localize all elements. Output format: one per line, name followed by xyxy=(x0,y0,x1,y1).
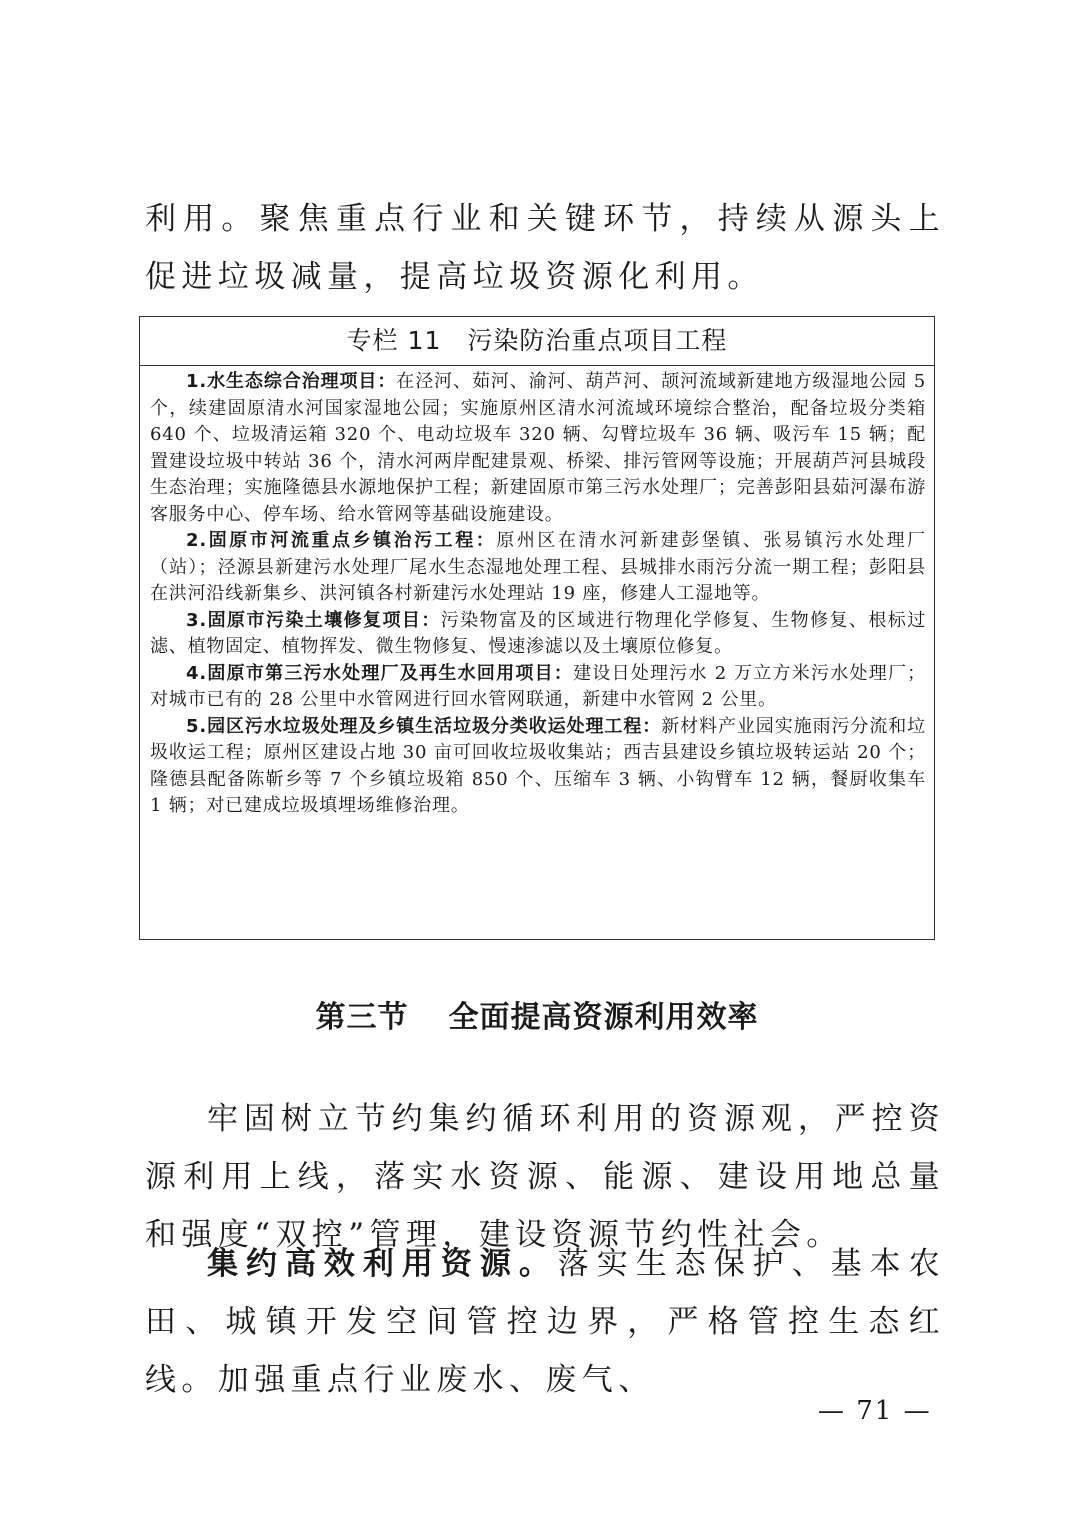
project-item xyxy=(150,528,926,608)
section-heading xyxy=(0,995,1074,1041)
project-column-box xyxy=(139,316,935,940)
project-item-title: 3.固原市污染土壤修复项目： xyxy=(186,609,441,631)
project-item xyxy=(150,661,926,714)
project-item xyxy=(150,608,926,661)
paragraph-body: 落实生态保护、基本农田、城镇开发空间管控边界，严格管控生态红线。加强重点行业废水、废气、 xyxy=(145,1246,945,1398)
project-item-body: 在泾河、茹河、渝河、葫芦河、颉河流域新建地方级湿地公园 5 个，续建固原清水河国家湿地公园；实施原州区清水河流域环境综合整治，配备垃圾分类箱 640 个、垃圾清运箱 320 个、电动垃圾车 320 辆、勾臂垃圾车 36 辆、吸污车 15 辆；配置建设垃圾中转站 36 个，清水河两岸配建景观、桥梁、排污管网等设施；开展葫芦河县城段生态治理；实施隆德县水源地保护工程；新建固原市第三污水处理厂；完善彭阳县茹河瀑布游客服务中心、停车场、给水管网等基础设施建设。 xyxy=(150,371,926,525)
body-paragraph xyxy=(145,1235,945,1409)
project-item xyxy=(150,714,926,820)
project-item-title: 2.固原市河流重点乡镇治污工程： xyxy=(186,530,497,551)
project-item xyxy=(150,369,926,528)
section-number: 第三节 xyxy=(315,1000,409,1035)
column-title xyxy=(140,317,934,366)
project-item-body: 建设日处理污水 2 万立方米污水处理厂；对城市已有的 28 公里中水管网进行回水管网联通，新建中水管网 2 公里。 xyxy=(150,662,926,710)
project-item-body: 新材料产业园实施雨污分流和垃圾收运工程；原州区建设占地 30 亩可回收垃圾收集站；西吉县建设乡镇垃圾转运站 20 个；隆德县配备陈靳乡等 7 个乡镇垃圾箱 850 个、压缩车 3 辆、小钩臂车 12 辆，餐厨收集车 1 辆；对已建成垃圾填埋场维修治理。 xyxy=(150,715,926,816)
project-item-title: 1.水生态综合治理项目： xyxy=(186,371,397,392)
project-item-body: 原州区在清水河新建彭堡镇、张易镇污水处理厂（站）；泾源县新建污水处理厂尾水生态湿地处理工程、县城排水雨污分流一期工程；彭阳县在洪河沿线新集乡、洪河镇各村新建污水处理站 19 座，修建人工湿地等。 xyxy=(150,530,926,604)
project-item-title: 4.固原市第三污水处理厂及再生水回用项目： xyxy=(186,662,574,684)
column-title-text: 污染防治重点项目工程 xyxy=(467,326,728,355)
page-footer xyxy=(0,1395,1074,1429)
project-item-body: 污染物富及的区域进行物理化学修复、生物修复、根标过滤、植物固定、植物挥发、微生物修复、慢速渗滤以及土壤原位修复。 xyxy=(150,609,926,657)
column-body xyxy=(140,366,934,820)
section-title: 全面提高资源利用效率 xyxy=(448,1000,759,1035)
project-item-title: 5.园区污水垃圾处理及乡镇生活垃圾分类收运处理工程： xyxy=(186,715,662,737)
page-number: — 71 — xyxy=(818,1396,932,1426)
body-paragraph: 牢固树立节约集约循环利用的资源观，严控资源利用上线，落实水资源、能源、建设用地总量和强度“双控”管理，建设资源节约性社会。 xyxy=(145,1101,945,1253)
continued-paragraph: 利用。聚焦重点行业和关键环节，持续从源头上促进垃圾减量，提高垃圾资源化利用。 xyxy=(145,201,945,295)
paragraph-lead: 集约高效利用资源。 xyxy=(207,1246,558,1282)
column-number: 专栏 11 xyxy=(346,326,442,355)
